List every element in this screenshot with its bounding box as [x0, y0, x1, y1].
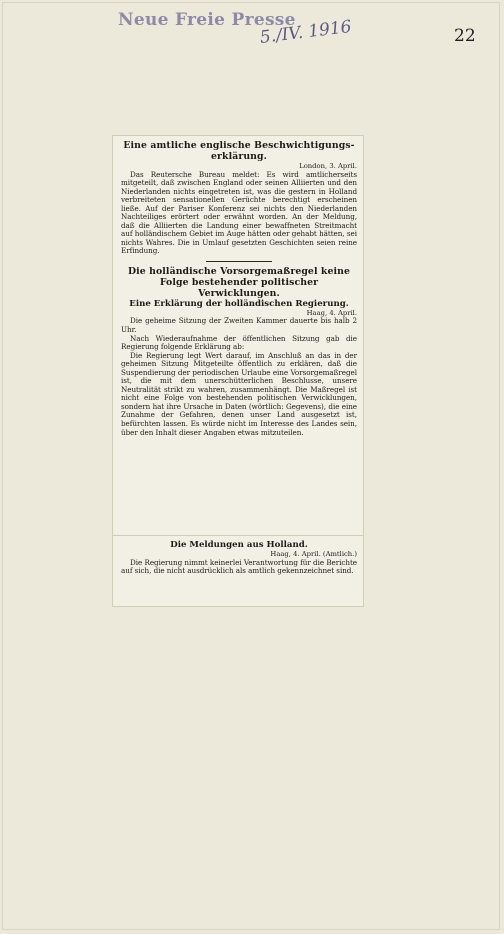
- archive-sheet: [2, 2, 500, 930]
- article3-title: Die Meldungen aus Holland.: [170, 540, 308, 550]
- article1-dateline: London, 3. April.: [299, 162, 357, 170]
- article3-dateline: Haag, 4. April. (Amtlich.): [270, 550, 357, 558]
- article2-dateline: Haag, 4. April.: [306, 308, 357, 317]
- article3-body: Die Regierung nimmt keinerlei Verantwortung für die Berichte auf sich, die nicht ausdrücklich als amtlich gekennzeichnet sind.: [121, 557, 357, 576]
- clipping-main: [113, 136, 363, 538]
- article2-para3: Die Regierung legt Wert darauf, im Anschluß an das in der geheimen Sitzung Mitgeteilte öffentlich zu erklären, daß die Suspendierung der periodischen Urlaube eine Vorsorgemaßregel ist, die mit dem unerschütterlichen Beschlusse, unsere Neutralität strikt zu wahren, zusammenhängt. Die Maßregel ist nicht eine Folge von bestehenden politischen Verwicklungen, sondern hat ihre Ursache in Daten (wörtlich: Gegevens), die eine Zunahme der Gefahren, denen unser Land ausgesetzt ist, befürchten lassen. Es würde nicht im Interesse des Landes sein, über den Inhalt dieser Angaben etwas mitzuteilen.: [121, 350, 357, 437]
- article2-subtitle: Eine Erklärung der holländischen Regierung.: [129, 298, 349, 309]
- article1-body: Das Reutersche Bureau meldet: Es wird amtlicherseits mitgeteilt, daß zwischen England oder seinen Alliierten und den Niederlanden nichts eingetreten ist, was die gestern in Holland verbreiteten sensationellen Gerüchte berechtigt erscheinen ließe. Auf der Pariser Konferenz sei nichts den Niederlanden Nachteiliges erörtert oder erwähnt worden. An der Meldung, daß die Alliierten die Landung einer bewaffneten Streitmacht auf holländischem Gebiet im Auge hätten oder gehabt hätten, sei nichts Wahres. Die in Umlauf gesetzten Geschichten seien reine Erfindung.: [121, 169, 357, 256]
- newspaper-stamp: Neue Freie Presse: [118, 10, 296, 30]
- article2-title: Die holländische Vorsorgemaßregel keine Folge bestehender politischer Verwicklungen.: [128, 265, 350, 299]
- article1-title: Eine amtliche englische Beschwichtigungs-erklärung.: [123, 140, 355, 162]
- article2-para1: Die geheime Sitzung der Zweiten Kammer dauerte bis halb 2 Uhr.: [121, 316, 357, 335]
- article2-para2: Nach Wiederaufnahme der öffentlichen Sitzung gab die Regierung folgende Erklärung ab:: [121, 333, 357, 352]
- clipping-secondary: [113, 536, 363, 606]
- handwritten-date: 5./IV. 1916: [258, 16, 353, 48]
- page-number: 22: [454, 26, 476, 46]
- separator-rule: [206, 261, 272, 262]
